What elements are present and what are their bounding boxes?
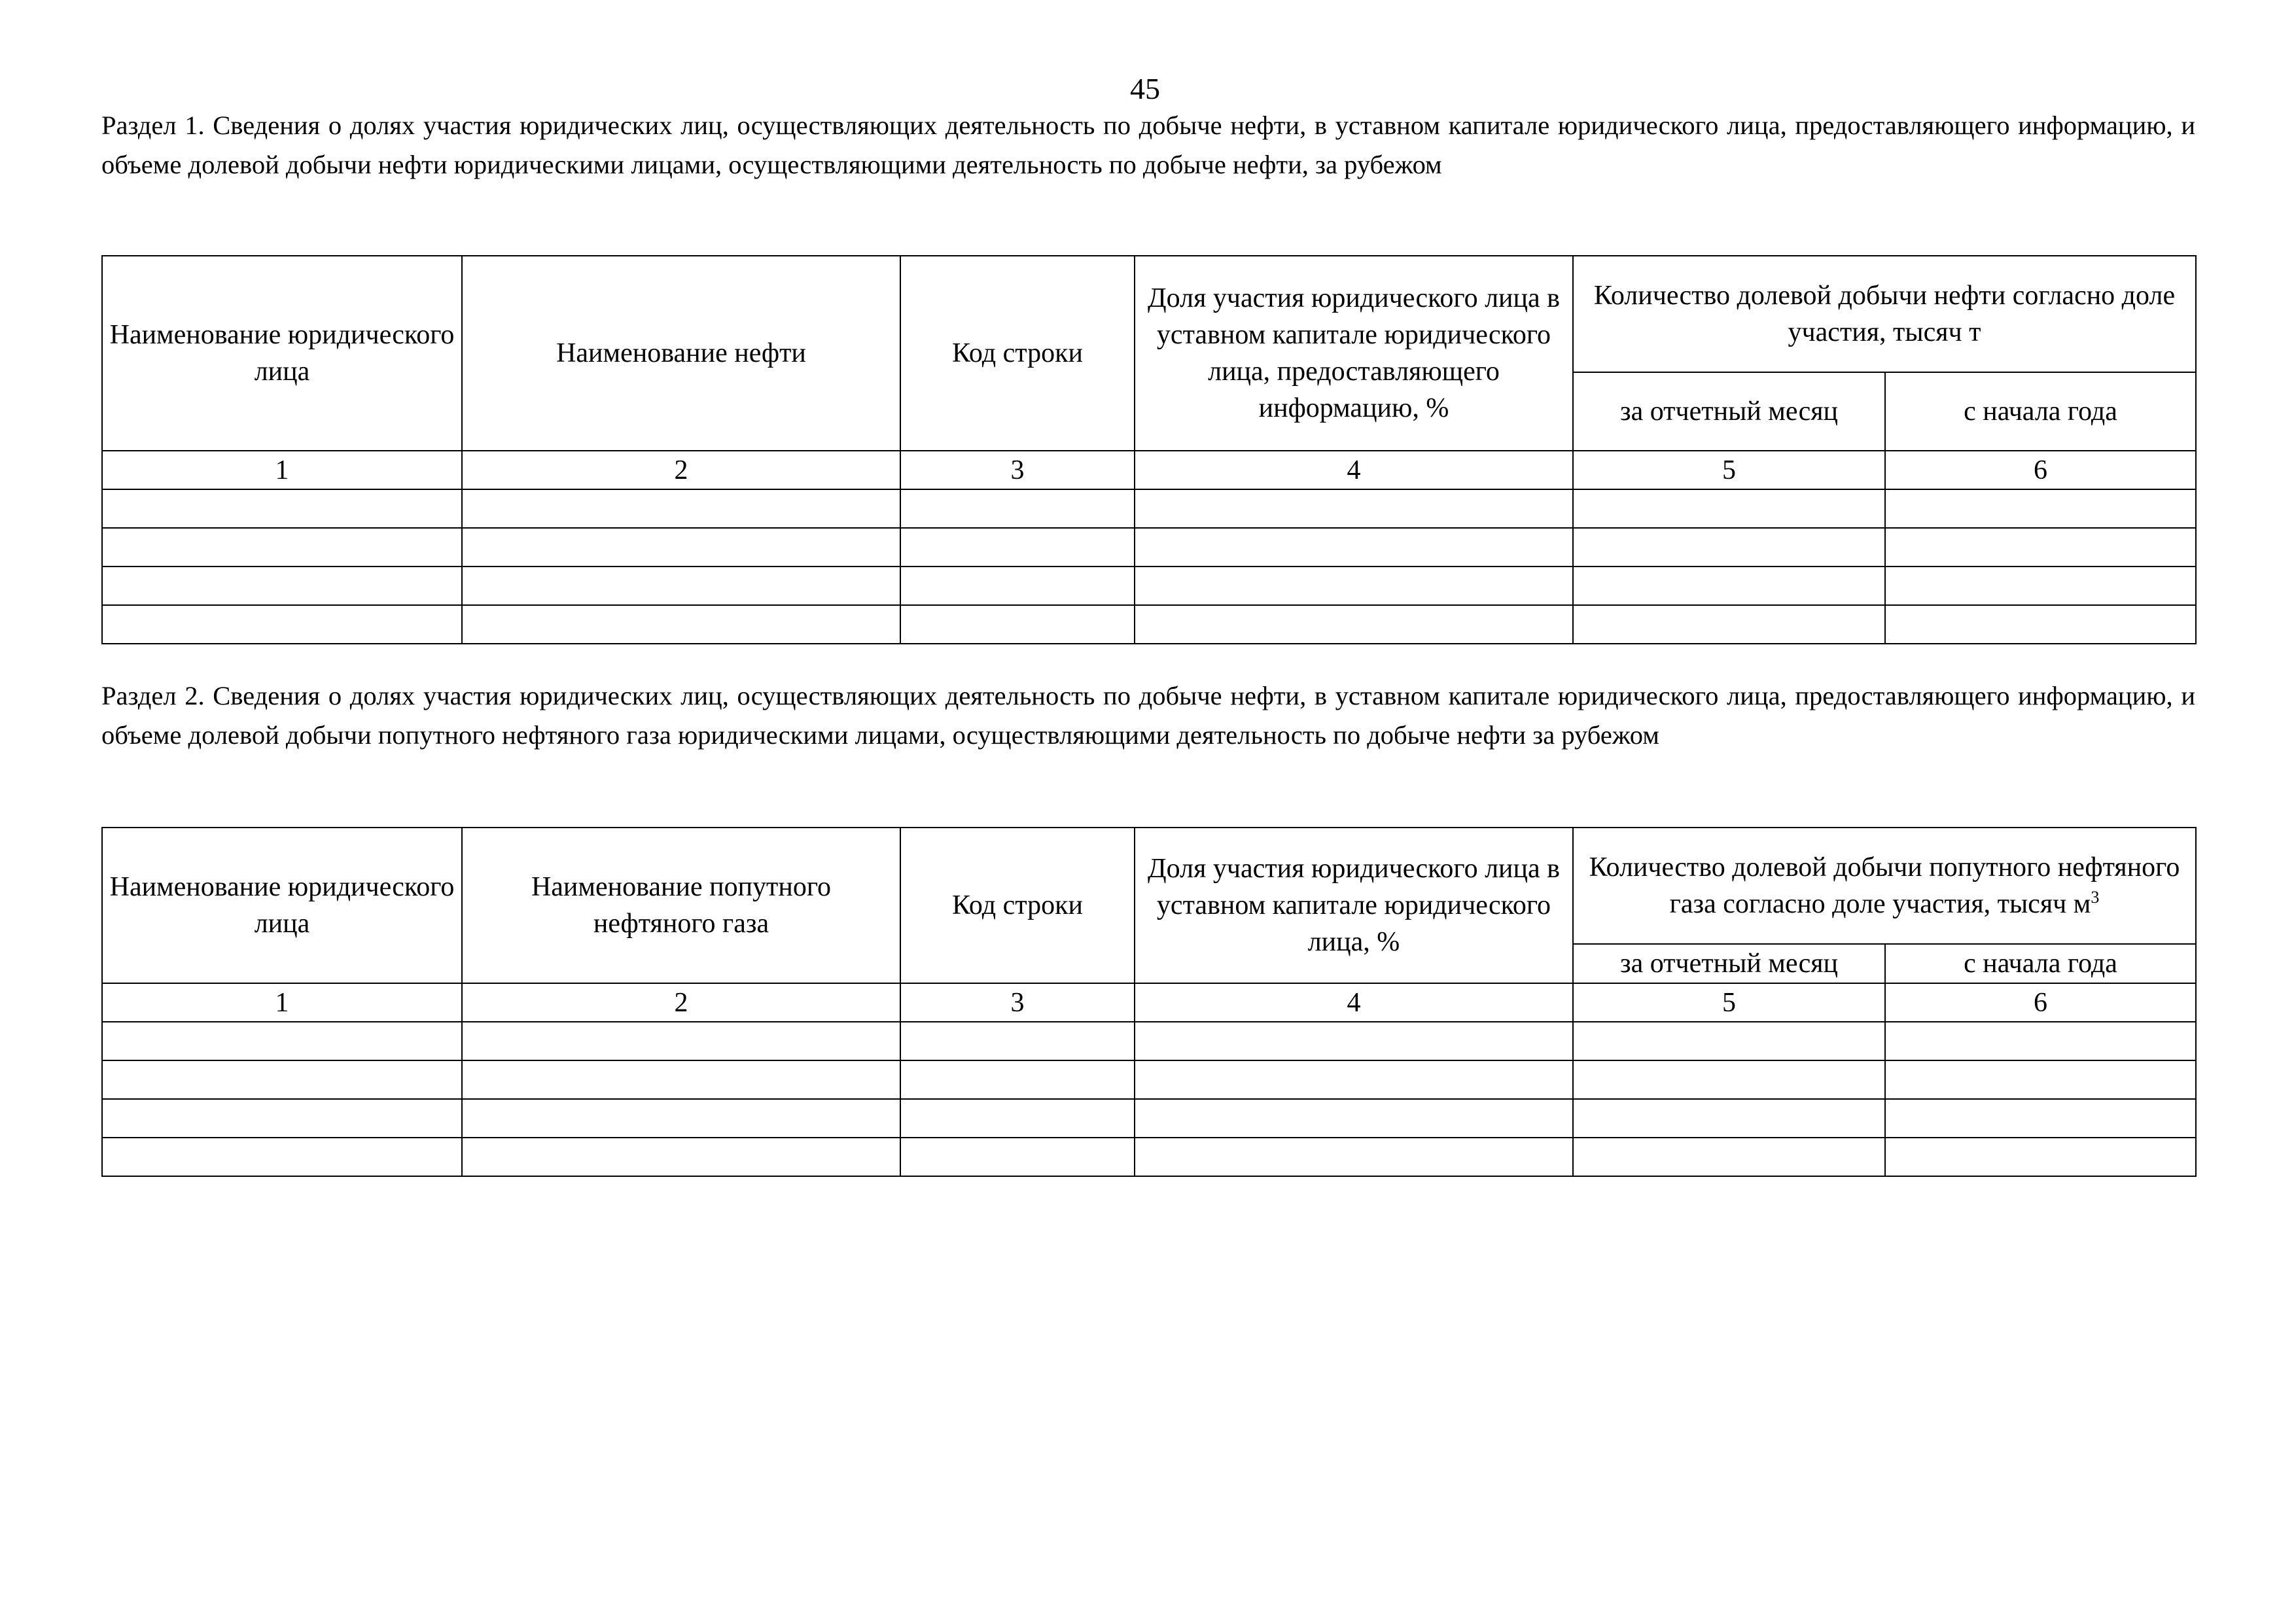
table-cell[interactable]	[1885, 528, 2196, 567]
table-cell[interactable]	[1135, 567, 1573, 605]
table-cell[interactable]	[102, 605, 462, 644]
section-2-title: Раздел 2. Сведения о долях участия юридических лиц, осуществляющих деятельность по добыче нефти, в уставном капитале юридического лица, предоставляющего информацию, и объеме долевой добычи попутного нефтяного газа юридическими лицами, осуществляющими деятельность по добыче нефти за рубежом	[101, 681, 2195, 750]
table-cell[interactable]	[1885, 567, 2196, 605]
table-cell[interactable]	[1135, 605, 1573, 644]
header-year-to-date: с начала года	[1885, 372, 2196, 451]
table-row	[102, 528, 2196, 567]
table-cell[interactable]	[900, 1138, 1135, 1176]
table-cell[interactable]	[1135, 1060, 1573, 1099]
table-row	[102, 1022, 2196, 1060]
header-row-code: Код строки	[900, 828, 1135, 983]
table-cell[interactable]	[1573, 1022, 1885, 1060]
page-number: 45	[1130, 72, 1160, 105]
table-cell[interactable]	[900, 567, 1135, 605]
table-cell[interactable]	[900, 489, 1135, 528]
header-oil-name: Наименование нефти	[462, 256, 900, 451]
table-cell[interactable]	[900, 1060, 1135, 1099]
table-cell[interactable]	[1573, 1099, 1885, 1138]
column-number: 2	[462, 983, 900, 1022]
header-participation-share: Доля участия юридического лица в уставном капитале юридического лица, предоставляющего информацию, %	[1135, 256, 1573, 451]
table-cell[interactable]	[1573, 1138, 1885, 1176]
header-share-production-group	[1573, 828, 2196, 944]
table-cell[interactable]	[102, 489, 462, 528]
table-cell[interactable]	[1885, 489, 2196, 528]
table-cell[interactable]	[1135, 1099, 1573, 1138]
table-cell[interactable]	[102, 1099, 462, 1138]
table-cell[interactable]	[462, 1060, 900, 1099]
header-reporting-month: за отчетный месяц	[1573, 944, 1885, 983]
column-number-row	[102, 983, 2196, 1022]
table-cell[interactable]	[900, 1099, 1135, 1138]
table-cell[interactable]	[102, 1138, 462, 1176]
table-cell[interactable]	[1135, 528, 1573, 567]
table-cell[interactable]	[462, 1099, 900, 1138]
table-cell[interactable]	[1573, 528, 1885, 567]
table-cell[interactable]	[462, 528, 900, 567]
column-number: 1	[102, 451, 462, 489]
table-cell[interactable]	[1885, 1138, 2196, 1176]
header-row-code: Код строки	[900, 256, 1135, 451]
column-number: 4	[1135, 451, 1573, 489]
column-number: 5	[1573, 983, 1885, 1022]
table-cell[interactable]	[102, 567, 462, 605]
table-cell[interactable]	[1573, 567, 1885, 605]
table-row	[102, 605, 2196, 644]
table-cell[interactable]	[1135, 1138, 1573, 1176]
header-group-text: Количество долевой добычи попутного нефтяного газа согласно доле участия, тысяч м	[1589, 852, 2180, 919]
table-cell[interactable]	[462, 567, 900, 605]
table-cell[interactable]	[462, 1138, 900, 1176]
table-row	[102, 489, 2196, 528]
section-2-table	[101, 827, 2197, 1177]
header-associated-gas-name: Наименование попутного нефтяного газа	[462, 828, 900, 983]
section-1-title: Раздел 1. Сведения о долях участия юридических лиц, осуществляющих деятельность по добыче нефти, в уставном капитале юридического лица, предоставляющего информацию, и объеме долевой добычи нефти юридическими лицами, осуществляющими деятельность по добыче нефти, за рубежом	[101, 111, 2195, 179]
column-number: 6	[1885, 983, 2196, 1022]
header-legal-entity-name: Наименование юридического лица	[102, 828, 462, 983]
column-number-row	[102, 451, 2196, 489]
column-number: 3	[900, 451, 1135, 489]
table-cell[interactable]	[102, 1022, 462, 1060]
table-cell[interactable]	[1135, 1022, 1573, 1060]
table-cell[interactable]	[1885, 605, 2196, 644]
column-number: 2	[462, 451, 900, 489]
column-number: 6	[1885, 451, 2196, 489]
table-cell[interactable]	[462, 605, 900, 644]
unit-superscript: 3	[2091, 888, 2100, 907]
table-cell[interactable]	[1135, 489, 1573, 528]
section-1-table	[101, 255, 2197, 644]
column-number: 1	[102, 983, 462, 1022]
table-cell[interactable]	[1885, 1099, 2196, 1138]
header-share-production-group: Количество долевой добычи нефти согласно доле участия, тысяч т	[1573, 256, 2196, 372]
table-cell[interactable]	[1885, 1022, 2196, 1060]
header-reporting-month: за отчетный месяц	[1573, 372, 1885, 451]
table-cell[interactable]	[900, 1022, 1135, 1060]
table-cell[interactable]	[462, 489, 900, 528]
table-cell[interactable]	[1885, 1060, 2196, 1099]
header-year-to-date: с начала года	[1885, 944, 2196, 983]
table-cell[interactable]	[1573, 489, 1885, 528]
header-participation-share: Доля участия юридического лица в уставном капитале юридического лица, %	[1135, 828, 1573, 983]
column-number: 5	[1573, 451, 1885, 489]
table-row	[102, 1138, 2196, 1176]
table-cell[interactable]	[102, 1060, 462, 1099]
table-cell[interactable]	[900, 528, 1135, 567]
table-row	[102, 567, 2196, 605]
column-number: 3	[900, 983, 1135, 1022]
table-cell[interactable]	[1573, 1060, 1885, 1099]
table-cell[interactable]	[900, 605, 1135, 644]
table-row	[102, 1099, 2196, 1138]
table-cell[interactable]	[102, 528, 462, 567]
table-row	[102, 1060, 2196, 1099]
header-legal-entity-name: Наименование юридического лица	[102, 256, 462, 451]
column-number: 4	[1135, 983, 1573, 1022]
table-cell[interactable]	[462, 1022, 900, 1060]
table-cell[interactable]	[1573, 605, 1885, 644]
